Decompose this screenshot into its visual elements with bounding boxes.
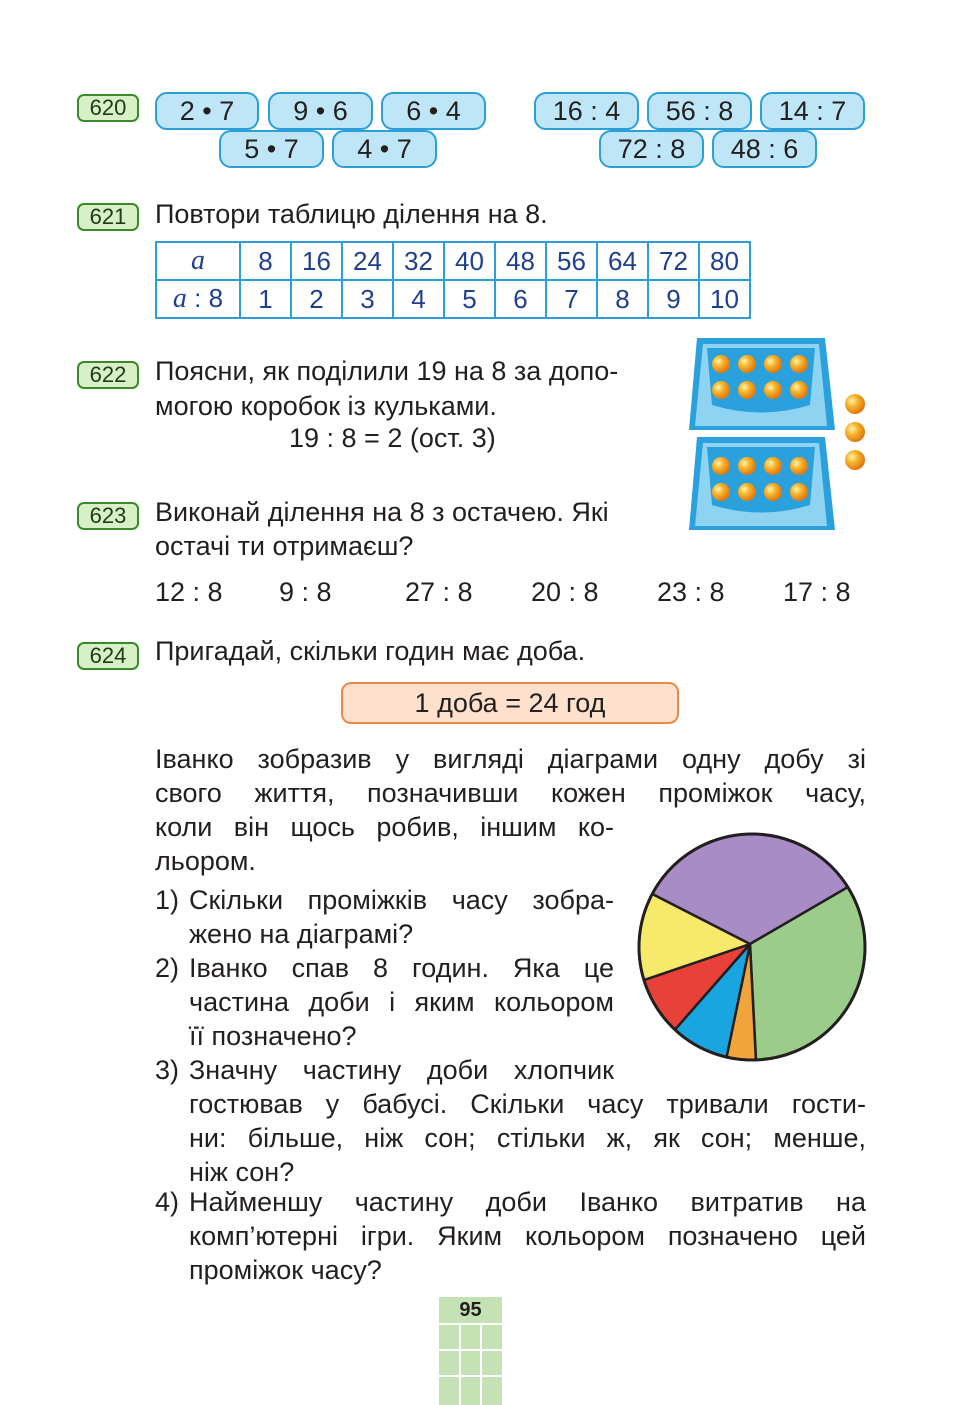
- expr-pill: 2 • 7: [155, 92, 259, 130]
- table-cell: 56: [546, 242, 597, 280]
- question-line: Значну частину доби хлопчик: [189, 1055, 614, 1085]
- table-head-var: a: [172, 283, 187, 314]
- expr-pill: 48 : 6: [712, 130, 817, 168]
- expr: 9 : 8: [279, 577, 332, 607]
- division-table: [155, 241, 751, 319]
- exercise-623-line2: остачі ти отримаєш?: [155, 531, 414, 561]
- exercise-621-text: Повтори таблицю ділення на 8.: [155, 199, 548, 229]
- question-line: її позначено?: [189, 1021, 357, 1051]
- table-row: [156, 242, 750, 280]
- day-pie-chart: [633, 828, 871, 1066]
- expr-pill: 4 • 7: [332, 130, 437, 168]
- question-number: 1): [155, 885, 180, 915]
- question-number: 4): [155, 1187, 180, 1217]
- table-head-a: a: [156, 242, 240, 280]
- fact-box: 1 доба = 24 год: [341, 682, 679, 724]
- exercise-number-621: 621: [77, 203, 139, 231]
- exercise-622-line1: Поясни, як поділили 19 на 8 за допо-: [155, 356, 619, 386]
- paragraph-line: льором.: [155, 846, 256, 876]
- paragraph-line: свого життя, позначивши кожен проміжок часу,: [155, 778, 866, 808]
- question-number: 3): [155, 1055, 180, 1085]
- exercise-623-line1: Виконай ділення на 8 з остачею. Які: [155, 497, 609, 527]
- table-cell: 6: [495, 280, 546, 318]
- table-row: [156, 280, 750, 318]
- question-line: Іванко спав 8 годин. Яка це: [189, 953, 614, 983]
- boxes-with-balls-illustration: [685, 330, 870, 535]
- box-top: [689, 338, 835, 430]
- paragraph-line: Іванко зобразив у вигляді діаграми одну добу зі: [155, 744, 866, 774]
- expr-pill: 9 • 6: [268, 92, 373, 130]
- table-cell: 8: [597, 280, 648, 318]
- table-cell: 9: [648, 280, 699, 318]
- question-line: Скільки проміжків часу зобра-: [189, 885, 614, 915]
- table-cell: 72: [648, 242, 699, 280]
- question-line: ніж сон?: [189, 1157, 295, 1187]
- table-cell: 3: [342, 280, 393, 318]
- question-line: гостював у бабусі. Скільки часу тривали гости-: [189, 1089, 866, 1119]
- exercise-number-622: 622: [77, 361, 139, 389]
- question-number: 2): [155, 953, 180, 983]
- table-cell: 1: [240, 280, 291, 318]
- table-head-rest: : 8: [186, 283, 224, 313]
- expr: 20 : 8: [531, 577, 599, 607]
- question-line: проміжок часу?: [189, 1255, 382, 1285]
- exercise-624-text: Пригадай, скільки годин має доба.: [155, 636, 586, 666]
- table-cell: 80: [699, 242, 750, 280]
- table-cell: 16: [291, 242, 342, 280]
- exercise-number-620: 620: [77, 94, 139, 122]
- table-cell: 48: [495, 242, 546, 280]
- expr: 27 : 8: [405, 577, 473, 607]
- expr-pill: 72 : 8: [599, 130, 704, 168]
- expr: 23 : 8: [657, 577, 725, 607]
- exercise-number-624: 624: [77, 642, 139, 670]
- table-cell: 32: [393, 242, 444, 280]
- expr-pill: 16 : 4: [534, 92, 639, 130]
- table-head-a-div-8: [156, 280, 240, 318]
- exercise-number-623: 623: [77, 502, 139, 530]
- paragraph-line: коли він щось робив, іншим ко-: [155, 812, 614, 842]
- table-cell: 4: [393, 280, 444, 318]
- box-bottom: [689, 437, 835, 530]
- table-cell: 7: [546, 280, 597, 318]
- table-cell: 10: [699, 280, 750, 318]
- expr-pill: 5 • 7: [219, 130, 324, 168]
- table-cell: 5: [444, 280, 495, 318]
- question-line: Найменшу частину доби Іванко витратив на: [189, 1187, 866, 1217]
- question-line: комп’ютерні ігри. Яким кольором позначено цей: [189, 1221, 866, 1251]
- question-line: ни: більше, ніж сон; стільки ж, як сон; менше,: [189, 1123, 866, 1153]
- exercise-622-line2: могою коробок із кульками.: [155, 391, 497, 421]
- table-cell: 40: [444, 242, 495, 280]
- expr: 17 : 8: [783, 577, 851, 607]
- table-cell: 24: [342, 242, 393, 280]
- expr-pill: 6 • 4: [381, 92, 486, 130]
- table-cell: 2: [291, 280, 342, 318]
- exercise-622-equation: 19 : 8 = 2 (ост. 3): [289, 423, 496, 453]
- expr-pill: 14 : 7: [760, 92, 865, 130]
- page-number: 95: [439, 1297, 502, 1405]
- table-cell: 8: [240, 242, 291, 280]
- question-line: частина доби і яким кольором: [189, 987, 614, 1017]
- expr-pill: 56 : 8: [647, 92, 752, 130]
- question-line: жено на діаграмі?: [189, 919, 414, 949]
- remainder-balls: [845, 394, 865, 470]
- table-cell: 64: [597, 242, 648, 280]
- expr: 12 : 8: [155, 577, 223, 607]
